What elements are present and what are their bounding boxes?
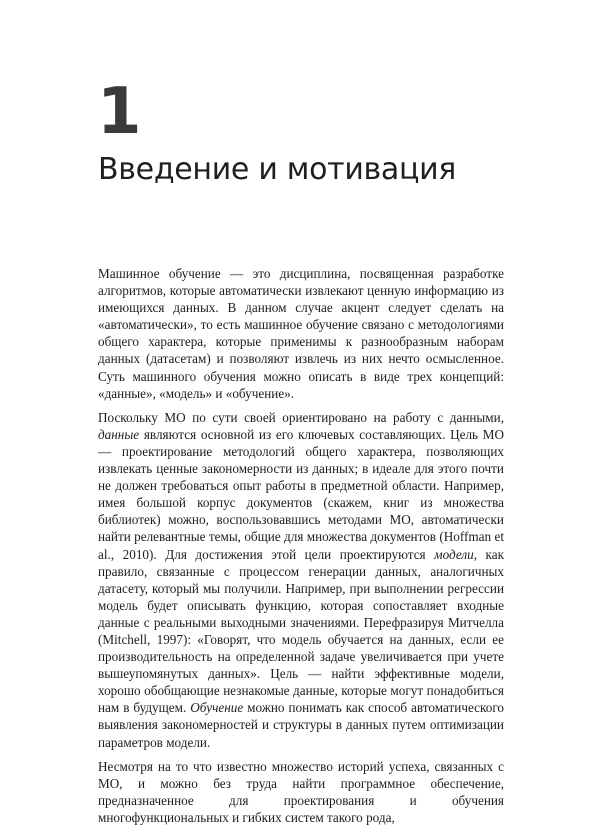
paragraph-text: можно понимать как способ автоматического выявления закономерностей и структуры в данных путем оптимизации параметров модели. (98, 700, 504, 750)
paragraph-1 (98, 265, 504, 402)
paragraph-2 (98, 409, 504, 751)
chapter-title: Введение и мотивация (98, 152, 457, 187)
chapter-number: 1 (97, 75, 140, 149)
paragraph-3 (98, 758, 504, 826)
paragraph-text: Машинное обучение — это дисциплина, посвященная разработке алгоритмов, которые автоматически извлекают ценную информацию из имеющихся данных. В данном случае акцент следует сделать на «автоматически», то есть машинное обучение связано с методологиями общего характера, которые применимы к разнообразным наборам данных (датасетам) и позволяют извлечь из них нечто осмысленное. Суть машинного обучения можно описать в виде трех концепций: «данные», «модель» и «обучение». (98, 266, 504, 401)
chapter-body (98, 265, 504, 833)
paragraph-text: Несмотря на то что известно множество историй успеха, связанных с МО, и можно без труда найти программное обеспечение, предназначенное для проектирования и обучения многофункциональных и гибких систем такого рода, (98, 758, 504, 825)
paragraph-text: , как правило, связанные с процессом генерации данных, аналогичных датасету, который мы получили. Например, при выполнении регрессии модель будет описывать функцию, которая сопоставляет входные данные с реальными выходными значениями. Перефразируя Митчелла (Mitchell, 1997): «Говорят, что модель обучается на данных, если ее производительность на определенной задаче увеличивается при учете вышеупомянутых данных». Цель — найти эффективные модели, хорошо обобщающие незнакомые данные, которые могут понадобиться нам в будущем. (98, 546, 505, 716)
paragraph-text: Поскольку МО по сути своей ориентировано на работу с данными, (98, 409, 504, 425)
emphasis-term-learning: Обучение (190, 700, 244, 716)
emphasis-term-models: модели (434, 546, 474, 562)
emphasis-term-data: данные (98, 426, 140, 442)
paragraph-text: являются основной из его ключевых составляющих. Цель МО — проектирование методологий общего характера, позволяющих извлекать ценные закономерности из данных; в идеале для этого почти не должен требоваться опыт работы в предметной области. Например, имея большой корпус документов (скажем, книг из множества библиотек) можно, воспользовавшись методами МО, автоматически найти релевантные темы, общие для множества документов (Hoffman et al., 2010). Для достижения этой цели проектируются (98, 426, 504, 562)
